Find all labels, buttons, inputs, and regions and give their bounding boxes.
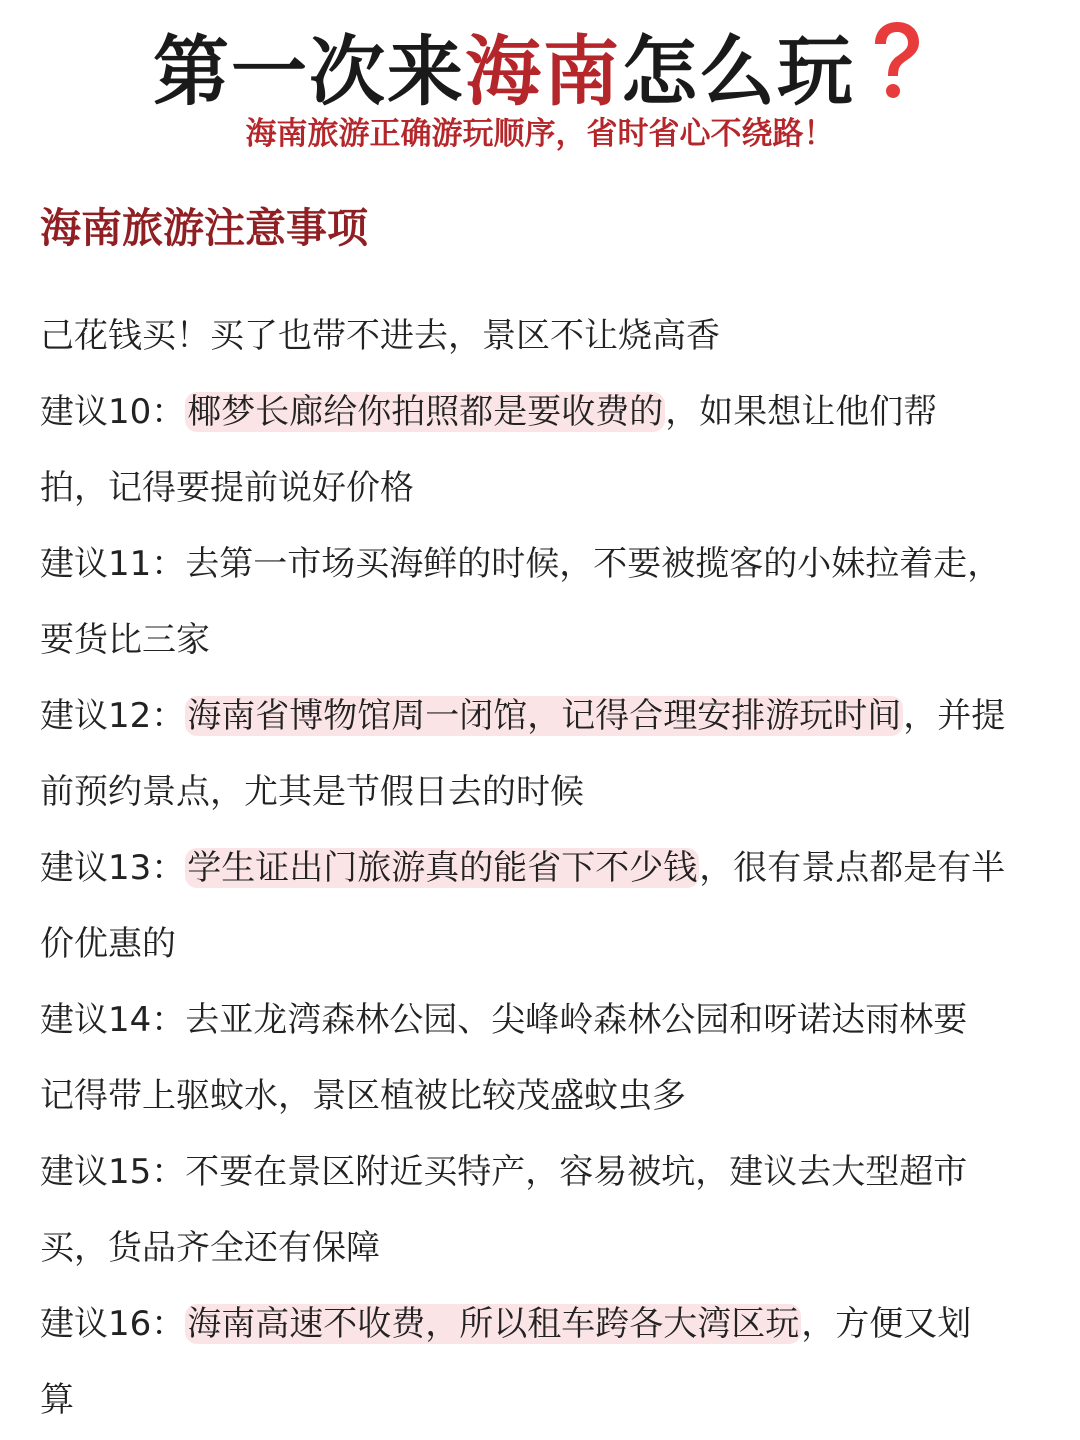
tip-13-prefix: 建议13： [40, 848, 186, 888]
tip-14-line-2: 记得带上驱蚊水，景区植被比较茂盛蚊虫多 [40, 1076, 686, 1116]
tip-10-line-1 [40, 387, 937, 437]
tip-intro-line: 己花钱买！买了也带不进去，景区不让烧高香 [40, 316, 720, 356]
tip-16-rest: ，方便又划 [801, 1304, 972, 1344]
tip-16-line-2: 算 [40, 1380, 74, 1420]
tip-13-line-2: 价优惠的 [40, 924, 176, 964]
tip-13-line-1 [40, 843, 1005, 893]
tip-13-rest: ，很有景点都是有半 [699, 848, 1006, 888]
title-highlight: 海南 [465, 27, 621, 116]
tip-15-line-2: 买，货品齐全还有保障 [40, 1228, 380, 1268]
tip-16-prefix: 建议16： [40, 1304, 186, 1344]
red-question-mark-icon [863, 18, 927, 104]
tip-12-prefix: 建议12： [40, 696, 186, 736]
tip-13-highlight: 学生证出门旅游真的能省下不少钱 [187, 848, 698, 888]
tip-11-line-2: 要货比三家 [40, 620, 210, 660]
title-part-2: 怎么玩 [621, 27, 855, 116]
tip-14-line-1: 建议14：去亚龙湾森林公园、尖峰岭森林公园和呀诺达雨林要 [40, 1000, 968, 1040]
tip-10-prefix: 建议10： [40, 392, 186, 432]
tip-10-highlight: 椰梦长廊给你拍照都是要收费的 [187, 392, 664, 432]
tip-15-line-1: 建议15：不要在景区附近买特产，容易被坑，建议去大型超市 [40, 1152, 968, 1192]
tip-16-line-1 [40, 1299, 971, 1349]
title-part-1: 第一次来 [153, 27, 465, 116]
tip-10-line-2: 拍，记得要提前说好价格 [40, 468, 414, 508]
tip-12-line-2: 前预约景点，尤其是节假日去的时候 [40, 772, 584, 812]
page-subtitle: 海南旅游正确游玩顺序，省时省心不绕路！ [245, 116, 835, 152]
tip-11-line-1: 建议11：去第一市场买海鲜的时候，不要被揽客的小妹拉着走， [40, 544, 1002, 584]
tip-12-rest: ，并提 [903, 696, 1006, 736]
tip-10-rest: ，如果想让他们帮 [665, 392, 938, 432]
tip-16-highlight: 海南高速不收费，所以租车跨各大湾区玩 [187, 1304, 800, 1344]
tip-12-line-1 [40, 691, 1005, 741]
page-title [0, 18, 1080, 120]
tip-12-highlight: 海南省博物馆周一闭馆，记得合理安排游玩时间 [187, 696, 902, 736]
section-heading: 海南旅游注意事项 [40, 204, 368, 252]
